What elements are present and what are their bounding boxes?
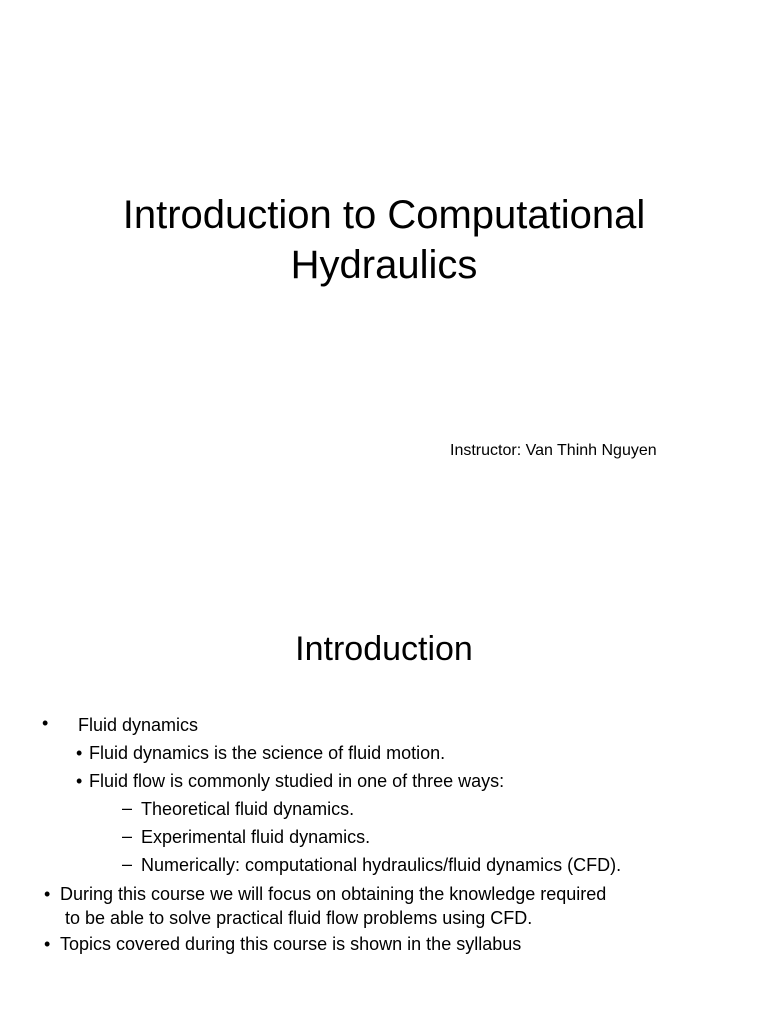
dash-icon: – — [122, 798, 133, 818]
list-item: Theoretical fluid dynamics. — [141, 799, 355, 819]
dash-icon: – — [122, 854, 133, 874]
slide-title — [0, 190, 768, 290]
intro-title: Introduction — [295, 630, 473, 668]
instructor-name: Instructor: Van Thinh Nguyen — [450, 442, 657, 459]
list-item: Numerically: computational hydraulics/fluid dynamics (CFD). — [141, 855, 622, 875]
list-item: Fluid flow is commonly studied in one of three ways: — [89, 771, 505, 791]
bullet-icon: • — [42, 713, 49, 733]
list-item: Experimental fluid dynamics. — [141, 827, 371, 847]
dash-icon: – — [122, 826, 133, 846]
bullet-icon: • — [76, 743, 83, 763]
list-item: During this course we will focus on obtaining the knowledge required — [60, 884, 607, 904]
list-item: Fluid dynamics — [78, 715, 199, 735]
list-item: Topics covered during this course is shown in the syllabus — [60, 934, 522, 954]
bullet-icon: • — [44, 934, 51, 954]
bullet-icon: • — [44, 884, 51, 904]
list-item-continuation: to be able to solve practical fluid flow problems using CFD. — [65, 908, 533, 928]
intro-slide — [0, 576, 768, 1024]
slide-title-line-2: Hydraulics — [290, 243, 478, 287]
slide-title-line-1: Introduction to Computational — [122, 193, 646, 237]
list-item: Fluid dynamics is the science of fluid motion. — [89, 743, 446, 763]
bullet-icon: • — [76, 771, 83, 791]
